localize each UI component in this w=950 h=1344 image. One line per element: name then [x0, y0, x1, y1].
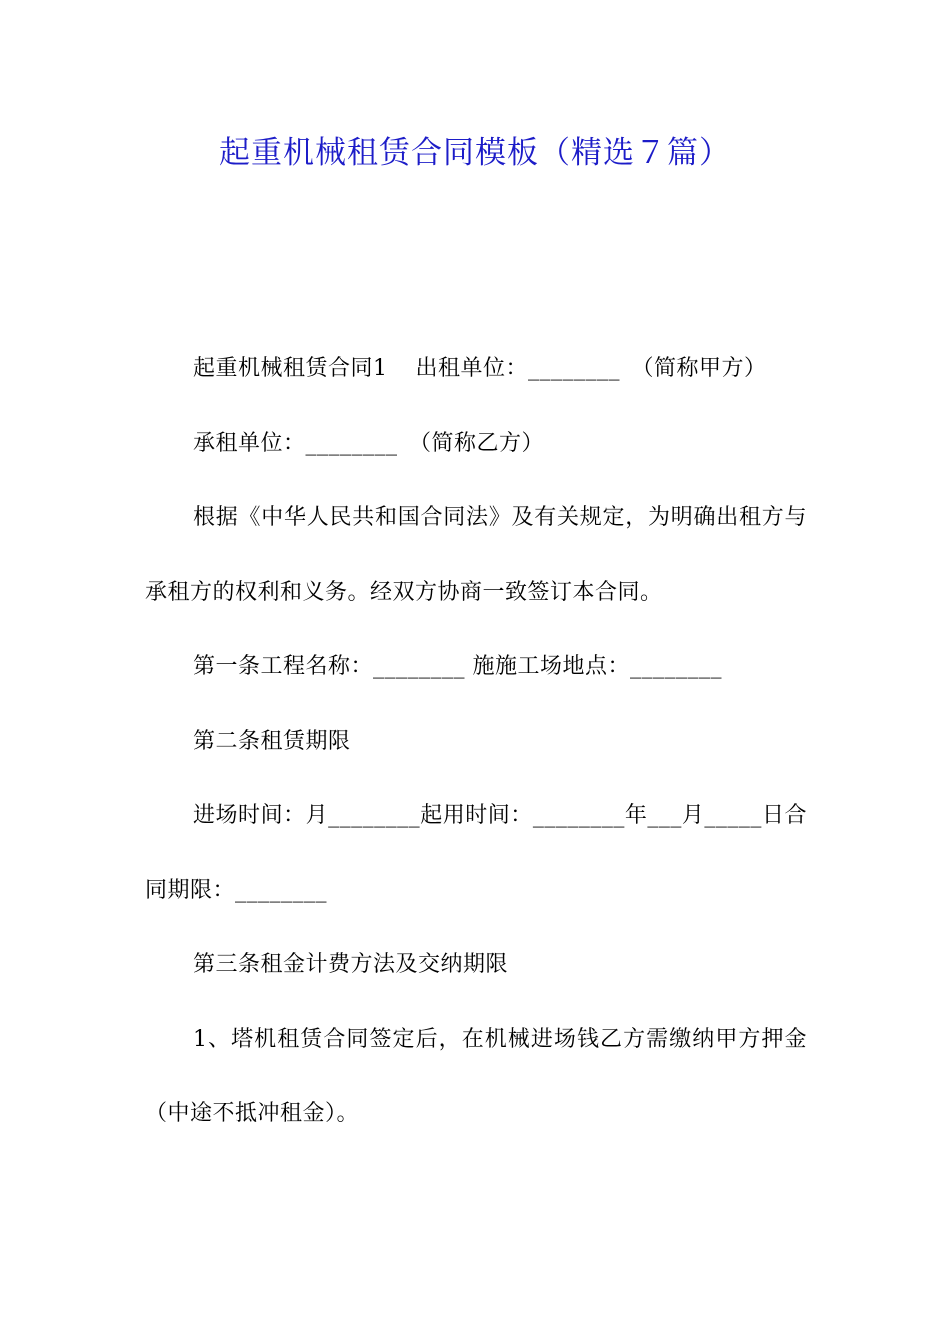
paragraph-entry-time: 进场时间：月________起用时间：________年___月_____日合同期限：________: [145, 803, 807, 903]
paragraph-lessor: [145, 332, 807, 407]
paragraph-article-2-heading: 第二条租赁期限: [193, 728, 351, 754]
paragraph-lessee: 承租单位：________ （简称乙方）: [193, 430, 545, 456]
document-title: 起重机械租赁合同模板（精选７篇）: [219, 135, 731, 171]
paragraph-deposit: 1、塔机租赁合同签定后，在机械进场钱乙方需缴纳甲方押金（中途不抵冲租金）。: [145, 1026, 807, 1126]
paragraph-article-1: 第一条工程名称：________ 施施工场地点：________: [193, 654, 722, 679]
document-body: [145, 332, 807, 1152]
paragraph-preamble: 根据《中华人民共和国合同法》及有关规定，为明确出租方与承租方的权利和义务。经双方协商一致签订本合同。: [145, 505, 807, 605]
lessor-line: 出租单位：________ （简称甲方）: [415, 356, 767, 381]
paragraph-article-3-heading: 第三条租金计费方法及交纳期限: [193, 952, 509, 977]
contract-heading: 起重机械租赁合同1: [193, 356, 388, 381]
